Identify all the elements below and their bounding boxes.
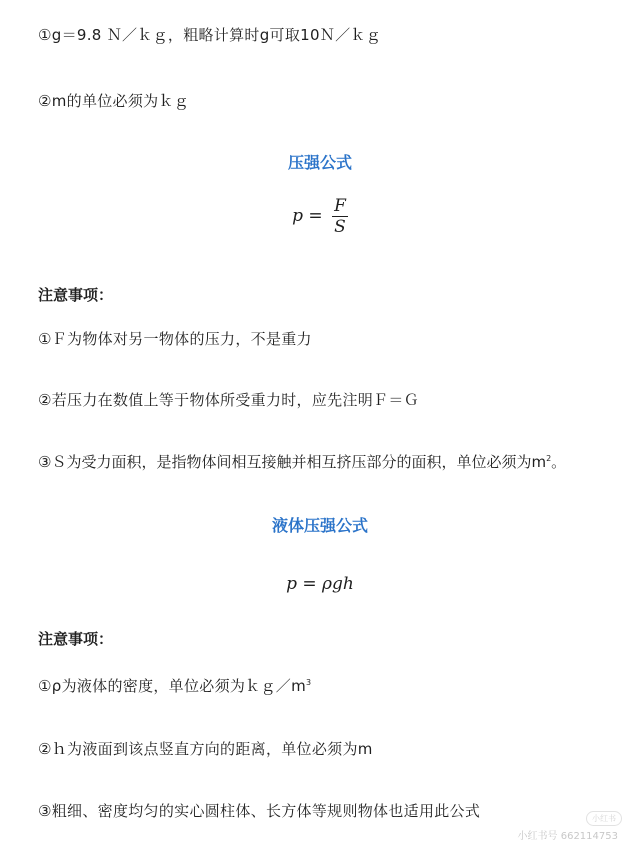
fraction bbox=[332, 196, 348, 237]
pressure-formula-title: 压强公式 bbox=[287, 153, 352, 172]
pressure-note-3-text: ③Ｓ为受力面积，是指物体间相互接触并相互挤压部分的面积，单位必须为m bbox=[38, 453, 547, 471]
pressure-formula bbox=[0, 196, 640, 237]
liquid-note-1-text: ①ρ为液体的密度，单位必须为ｋｇ／m bbox=[38, 677, 306, 695]
liquid-formula-title: 液体压强公式 bbox=[271, 516, 368, 535]
watermark-badge: 小红书 bbox=[586, 811, 622, 826]
note-mass-unit: ②m的单位必须为ｋｇ bbox=[38, 92, 190, 110]
formula-lhs: p = bbox=[292, 206, 323, 226]
pressure-note-3-end: 。 bbox=[551, 453, 567, 471]
pressure-note-3 bbox=[38, 451, 566, 472]
liquid-note-1 bbox=[38, 675, 311, 696]
pressure-notes-title: 注意事项： bbox=[38, 286, 114, 304]
liquid-note-2: ②ｈ为液面到该点竖直方向的距离，单位必须为m bbox=[38, 740, 373, 758]
unit-superscript: 2 bbox=[546, 454, 552, 463]
unit-superscript: 3 bbox=[305, 678, 312, 687]
fraction-denominator: S bbox=[334, 217, 346, 237]
liquid-notes-title: 注意事项： bbox=[38, 630, 114, 648]
fraction-numerator: F bbox=[334, 196, 346, 216]
note-gravity: ①g＝9.8 Ｎ／ｋｇ，粗略计算时g可取10Ｎ／ｋｇ bbox=[38, 26, 382, 44]
liquid-note-3: ③粗细、密度均匀的实心圆柱体、长方体等规则物体也适用此公式 bbox=[38, 802, 481, 820]
pressure-note-1: ①Ｆ为物体对另一物体的压力，不是重力 bbox=[38, 330, 312, 348]
pressure-note-2: ②若压力在数值上等于物体所受重力时，应先注明Ｆ＝Ｇ bbox=[38, 391, 419, 409]
watermark: 小红书号 662114753 bbox=[517, 831, 618, 842]
liquid-formula: p = ρgh bbox=[286, 574, 354, 594]
